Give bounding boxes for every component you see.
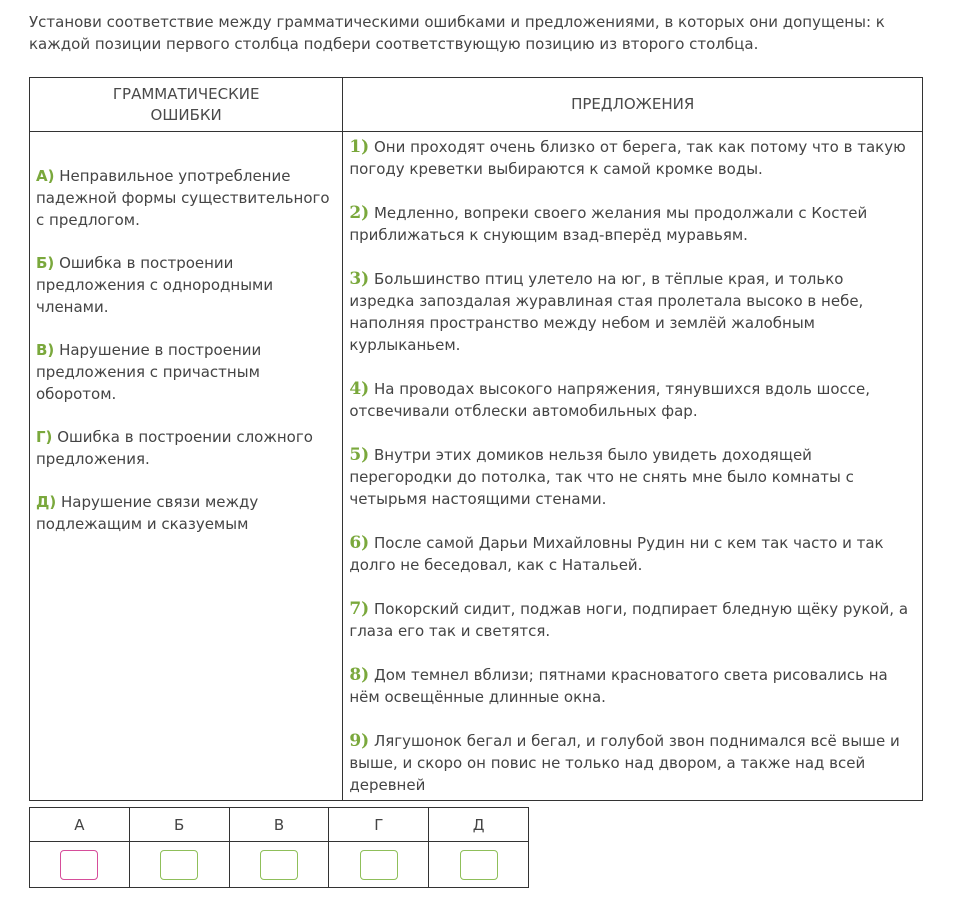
error-item-v	[36, 339, 336, 405]
sentence-number: 2)	[349, 203, 370, 223]
answer-header-b: Б	[129, 808, 229, 842]
sentence-text: Медленно, вопреки своего желания мы продолжали с Костей приближаться к снующим взад-вперёд муравьям.	[349, 204, 868, 244]
sentence-item-2	[349, 202, 910, 246]
answer-cell-a	[30, 842, 130, 888]
error-item-g	[36, 426, 336, 470]
sentence-text: Большинство птиц улетело на юг, в тёплые края, и только изредка запоздалая журавлиная стая пролетала высоко в небе, наполняя пространство между небом и землёй жалобным курлыканьем.	[349, 270, 864, 354]
error-letter: Б)	[36, 254, 55, 272]
answer-input-a[interactable]	[60, 850, 98, 880]
answer-cell-v	[229, 842, 329, 888]
error-text: Ошибка в построении сложного предложения.	[36, 428, 313, 468]
sentence-number: 1)	[349, 137, 370, 157]
sentence-item-8	[349, 664, 910, 708]
answer-cell-b	[129, 842, 229, 888]
answer-cell-g	[329, 842, 429, 888]
answer-table	[29, 807, 529, 888]
sentence-text: Дом темнел вблизи; пятнами красноватого света рисовались на нём освещённые длинные окна.	[349, 666, 888, 706]
error-item-d	[36, 491, 336, 535]
error-item-b	[36, 252, 336, 318]
error-text: Неправильное употребление падежной формы существительного с предлогом.	[36, 167, 330, 229]
task-instruction: Установи соответствие между грамматическими ошибками и предложениями, в которых они допущены: к каждой позиции первого столбца подбери соответствующую позицию из второго столбца.	[29, 13, 885, 53]
answer-header-g: Г	[329, 808, 429, 842]
sentence-item-1	[349, 136, 910, 180]
error-letter: А)	[36, 167, 55, 185]
sentence-number: 5)	[349, 445, 370, 465]
sentence-text: Лягушонок бегал и бегал, и голубой звон поднимался всё выше и выше, и скоро он повис не только над двором, а также над всей деревней	[349, 732, 900, 794]
sentence-item-6	[349, 532, 910, 576]
error-letter: Г)	[36, 428, 53, 446]
sentence-item-9	[349, 730, 910, 796]
error-text: Нарушение связи между подлежащим и сказуемым	[36, 493, 259, 533]
sentences-column	[343, 132, 923, 801]
sentence-number: 4)	[349, 379, 370, 399]
matching-table	[29, 77, 923, 801]
header-grammar-errors-line1: ГРАММАТИЧЕСКИЕ	[112, 84, 260, 103]
sentence-number: 7)	[349, 599, 370, 619]
sentence-text: Они проходят очень близко от берега, так как потому что в такую погоду креветки выбираются к самой кромке воды.	[349, 138, 906, 178]
sentence-number: 8)	[349, 665, 370, 685]
header-grammar-errors	[30, 78, 343, 132]
sentence-item-4	[349, 378, 910, 422]
answer-header-v: В	[229, 808, 329, 842]
header-grammar-errors-line2: ОШИБКИ	[150, 105, 222, 124]
answer-cell-d	[429, 842, 529, 888]
answer-input-d[interactable]	[460, 850, 498, 880]
answer-header-a: А	[30, 808, 130, 842]
error-text: Ошибка в построении предложения с однородными членами.	[36, 254, 274, 316]
sentence-text: Покорский сидит, поджав ноги, подпирает бледную щёку рукой, а глаза его так и светятся.	[349, 600, 909, 640]
sentence-text: После самой Дарьи Михайловны Рудин ни с кем так часто и так долго не беседовал, как с Натальей.	[349, 534, 884, 574]
answer-input-b[interactable]	[160, 850, 198, 880]
answer-input-v[interactable]	[260, 850, 298, 880]
sentence-number: 3)	[349, 269, 370, 289]
answer-input-g[interactable]	[360, 850, 398, 880]
sentence-item-5	[349, 444, 910, 510]
error-letter: Д)	[36, 493, 57, 511]
errors-column	[30, 132, 343, 801]
sentence-number: 9)	[349, 731, 370, 751]
sentence-item-3	[349, 268, 910, 356]
sentence-item-7	[349, 598, 910, 642]
sentence-text: На проводах высокого напряжения, тянувшихся вдоль шоссе, отсвечивали отблески автомобильных фар.	[349, 380, 870, 420]
sentence-text: Внутри этих домиков нельзя было увидеть доходящей перегородки до потолка, так что не снять мне было комнаты с четырьмя настоящими стенами.	[349, 446, 854, 508]
error-text: Нарушение в построении предложения с причастным оборотом.	[36, 341, 262, 403]
sentence-number: 6)	[349, 533, 370, 553]
error-letter: В)	[36, 341, 55, 359]
header-sentences: ПРЕДЛОЖЕНИЯ	[343, 78, 923, 132]
error-item-a	[36, 165, 336, 231]
answer-header-d: Д	[429, 808, 529, 842]
